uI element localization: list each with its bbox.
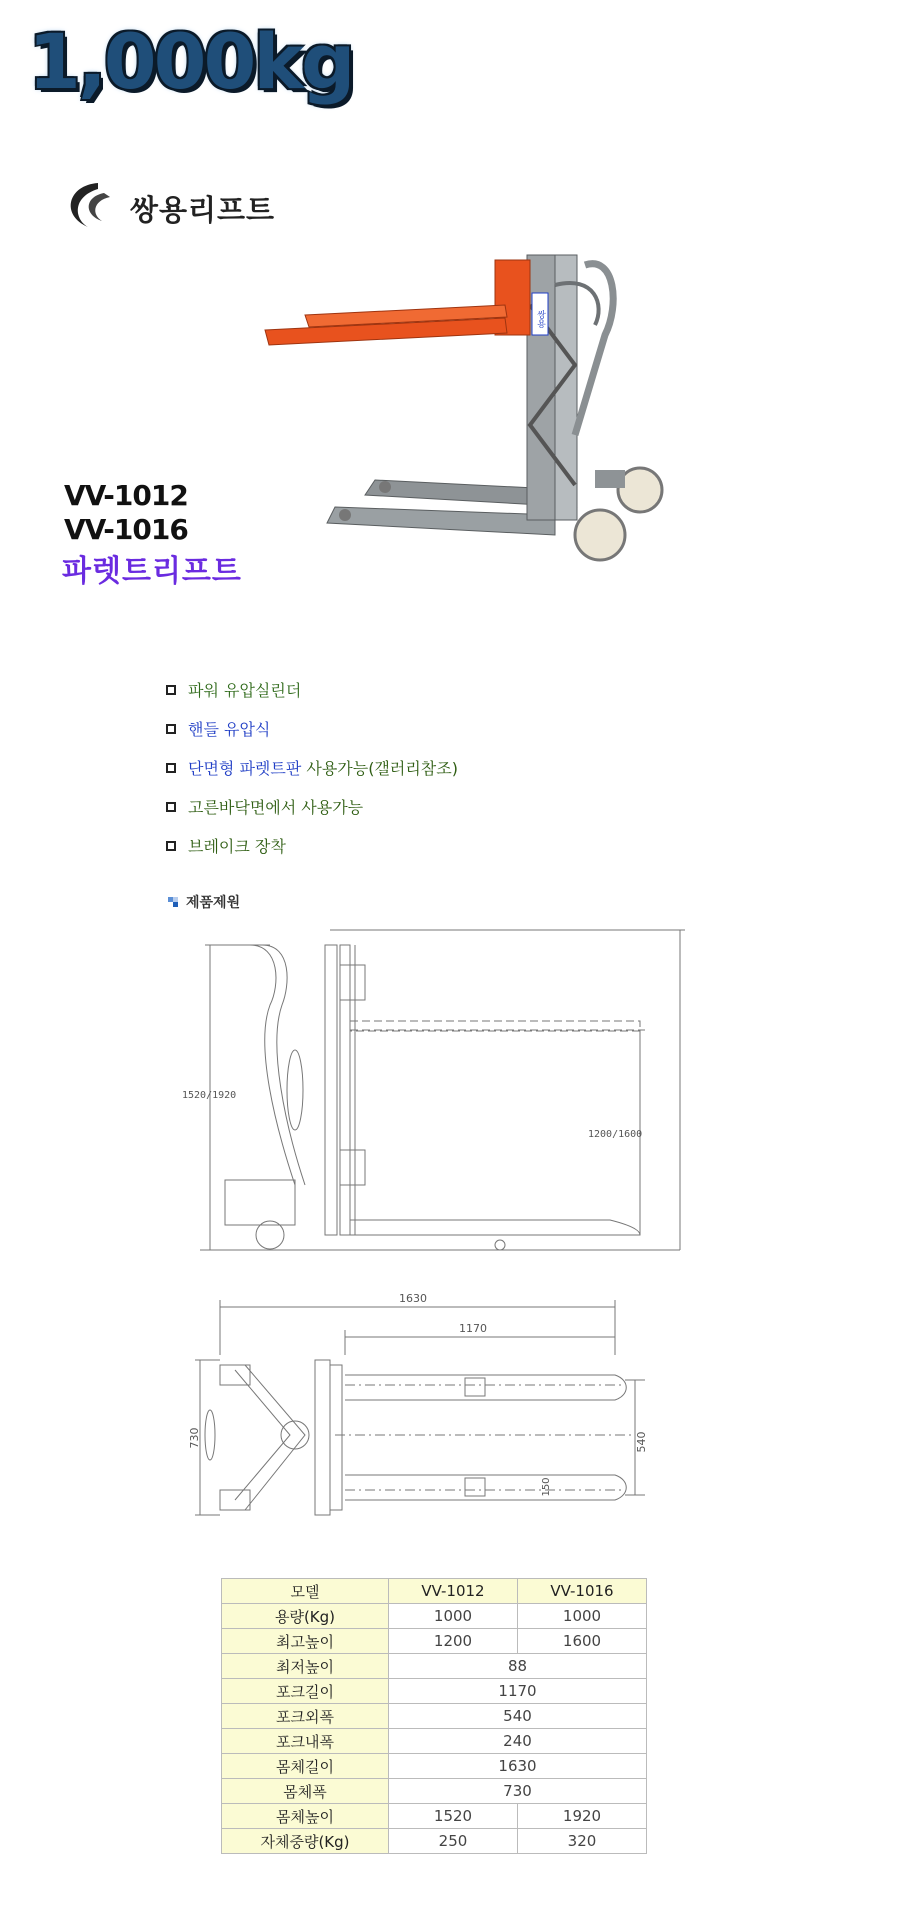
feature-item <box>166 709 458 748</box>
table-cell: 250 <box>389 1829 518 1854</box>
table-row <box>222 1604 647 1629</box>
table-header-cell: VV-1012 <box>389 1579 518 1604</box>
table-header-row <box>222 1579 647 1604</box>
checkbox-bullet-icon <box>166 724 176 734</box>
table-cell: 1600 <box>518 1629 647 1654</box>
feature-item <box>166 826 458 865</box>
table-cell-merged: 1170 <box>389 1679 647 1704</box>
checkbox-bullet-icon <box>166 685 176 695</box>
table-row <box>222 1804 647 1829</box>
table-cell-merged: 540 <box>389 1704 647 1729</box>
side-view-diagram <box>182 925 700 1260</box>
feature-label-rest: 사용가능(갤러리참조) <box>301 759 458 778</box>
checkbox-bullet-icon <box>166 802 176 812</box>
feature-label: 핸들 유압식 <box>188 720 271 739</box>
table-header-cell: 모델 <box>222 1579 389 1604</box>
table-row <box>222 1779 647 1804</box>
truck-badge: 쌍용 <box>535 310 545 328</box>
body-width-label: 730 <box>188 1427 201 1449</box>
overall-height-label: 1520/1920 <box>182 1090 237 1101</box>
spec-table <box>221 1578 647 1854</box>
model-label-1: VV-1012 <box>64 479 188 512</box>
table-cell: 320 <box>518 1829 647 1854</box>
fork-length-label: 1170 <box>459 1322 487 1335</box>
checkbox-bullet-icon <box>166 841 176 851</box>
overall-length-label: 1630 <box>399 1292 427 1305</box>
table-cell-merged: 1630 <box>389 1754 647 1779</box>
table-cell-merged: 88 <box>389 1654 647 1679</box>
lift-height-label: 1200/1600 <box>588 1129 643 1140</box>
product-name: 파렛트리프트 <box>62 554 242 589</box>
row-label: 포크길이 <box>222 1679 389 1704</box>
row-label: 포크내폭 <box>222 1729 389 1754</box>
table-cell: 1200 <box>389 1629 518 1654</box>
feature-item <box>166 748 458 787</box>
table-cell: 1000 <box>389 1604 518 1629</box>
table-row <box>222 1754 647 1779</box>
table-row <box>222 1829 647 1854</box>
checkbox-bullet-icon <box>166 763 176 773</box>
table-row <box>222 1704 647 1729</box>
feature-item <box>166 670 458 709</box>
fork-outer-width-label: 540 <box>635 1431 648 1453</box>
table-cell: 1520 <box>389 1804 518 1829</box>
fork-width-label: 150 <box>541 1477 552 1497</box>
row-label: 몸체높이 <box>222 1804 389 1829</box>
feature-label-highlight: 단면형 파렛트판 <box>188 759 302 778</box>
pallet-lift-image <box>255 245 675 580</box>
squares-icon <box>168 897 178 907</box>
table-row <box>222 1679 647 1704</box>
row-label: 최고높이 <box>222 1629 389 1654</box>
brand-name: 쌍용리프트 <box>130 193 276 227</box>
table-row <box>222 1654 647 1679</box>
row-label: 포크외폭 <box>222 1704 389 1729</box>
feature-label: 고른바닥면에서 사용가능 <box>188 798 364 817</box>
row-label: 용량(Kg) <box>222 1604 389 1629</box>
table-row <box>222 1729 647 1754</box>
row-label: 자체중량(Kg) <box>222 1829 389 1854</box>
row-label: 몸체폭 <box>222 1779 389 1804</box>
table-cell: 1920 <box>518 1804 647 1829</box>
spec-heading <box>168 892 240 912</box>
table-row <box>222 1629 647 1654</box>
capacity-heading: 1,000kg <box>28 17 353 106</box>
row-label: 최저높이 <box>222 1654 389 1679</box>
top-view-diagram <box>188 1285 675 1525</box>
table-cell-merged: 240 <box>389 1729 647 1754</box>
row-label: 몸체길이 <box>222 1754 389 1779</box>
model-label-2: VV-1016 <box>64 513 188 546</box>
table-header-cell: VV-1016 <box>518 1579 647 1604</box>
feature-item <box>166 787 458 826</box>
table-cell-merged: 730 <box>389 1779 647 1804</box>
feature-label: 브레이크 장착 <box>188 837 286 856</box>
spec-heading-text: 제품제원 <box>186 895 241 911</box>
feature-label: 파워 유압실린더 <box>188 681 302 700</box>
table-cell: 1000 <box>518 1604 647 1629</box>
feature-list <box>166 670 458 865</box>
